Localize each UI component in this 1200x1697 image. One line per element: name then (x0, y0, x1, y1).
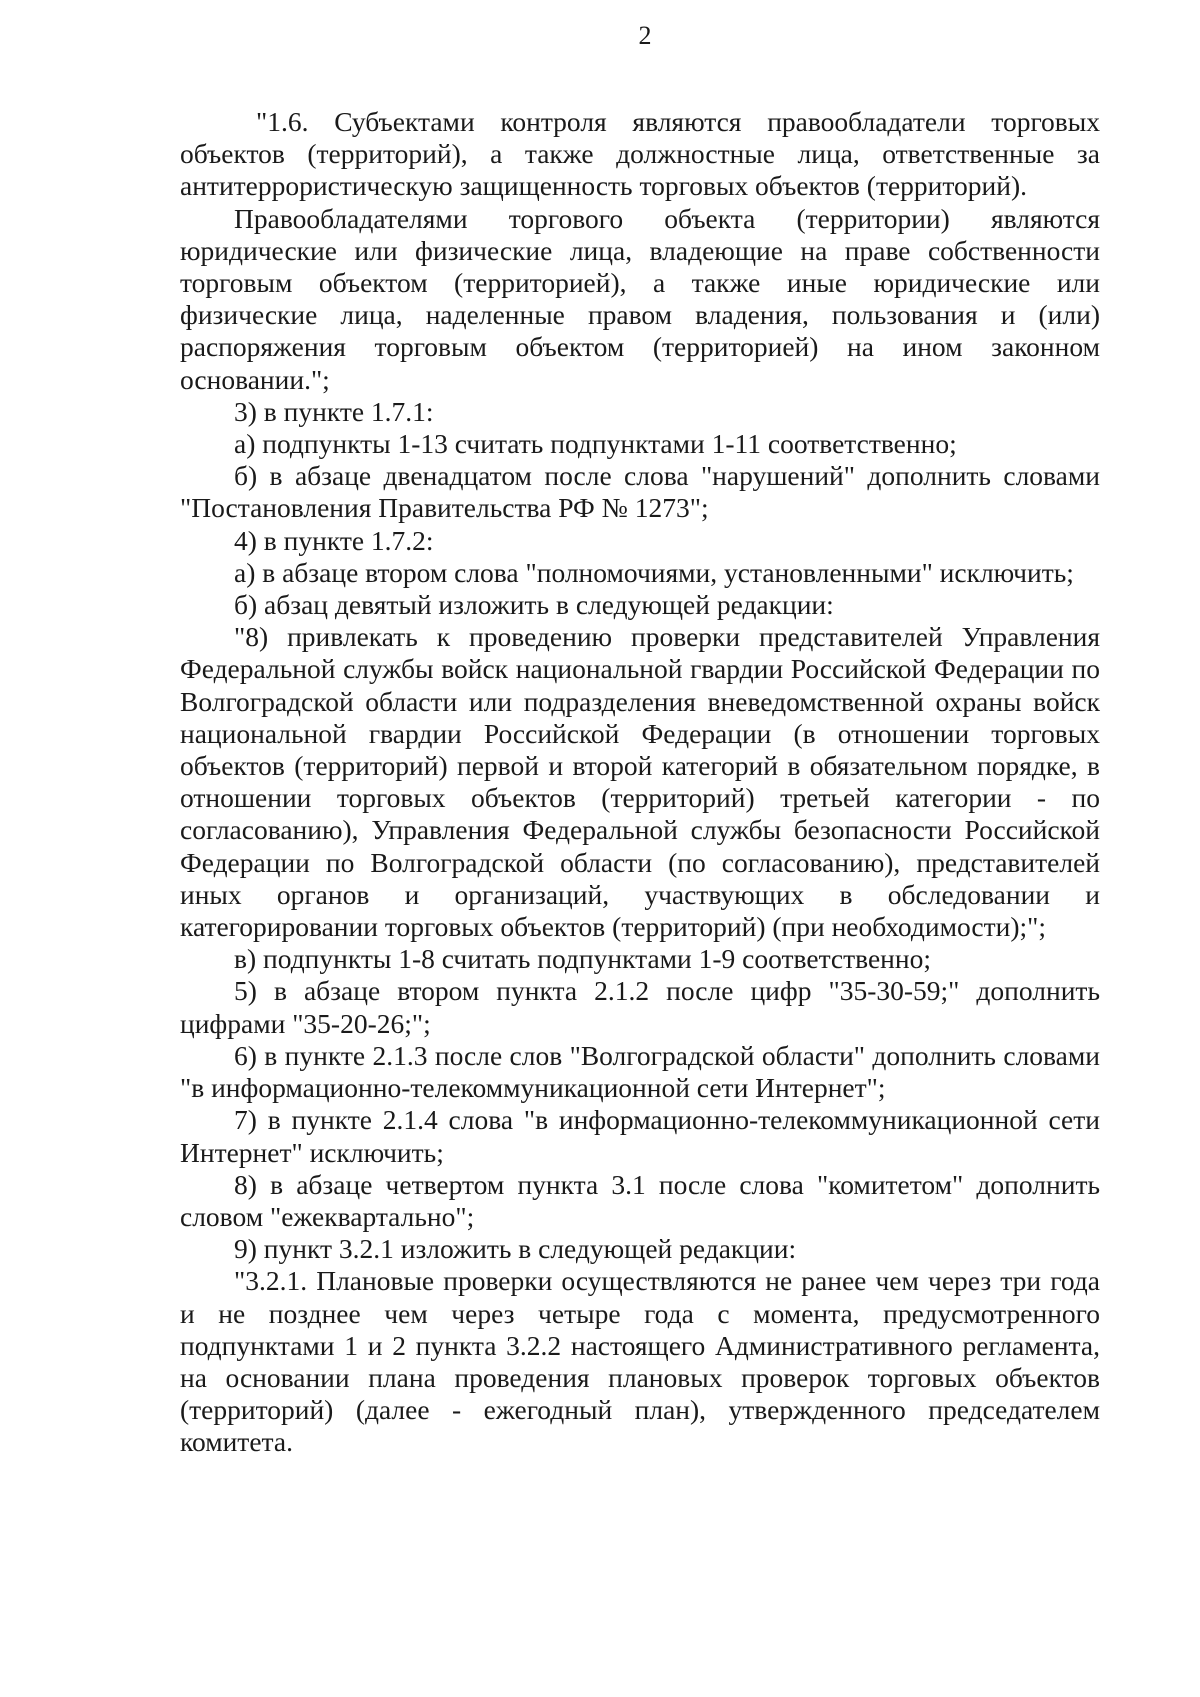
paragraph-1-6: "1.6. Субъектами контроля являются правообладатели торговых объектов (территорий), а также должностные лица, ответственные за антитеррористическую защищенность торговых объектов (территорий). (180, 106, 1100, 202)
paragraph-item-4c: в) подпункты 1-8 считать подпунктами 1-9 соответственно; (234, 943, 932, 975)
document-body (180, 106, 1100, 1459)
paragraph-item-8: 8) в абзаце четвертом пункта 3.1 после слова "комитетом" дополнить словом "ежеквартально"; (180, 1168, 1100, 1232)
paragraph-item-3a: а) подпункты 1-13 считать подпунктами 1-11 соответственно; (234, 428, 957, 460)
paragraph-item-9: 9) пункт 3.2.1 изложить в следующей редакции: (234, 1233, 797, 1265)
paragraph-item-3: 3) в пункте 1.7.1: (234, 395, 434, 427)
page-number: 2 (638, 21, 652, 50)
paragraph-item-4a: а) в абзаце втором слова "полномочиями, установленными" исключить; (234, 556, 1074, 588)
paragraph-subitem-8: "8) привлекать к проведению проверки представителей Управления Федеральной службы войск национальной гвардии Российской Федерации по Волгоградской области или подразделения вневедомственной охраны войск национальной гвардии Российской Федерации (в отношении торговых объектов (территорий) первой и второй категорий в обязательном порядке, в отношении торговых объектов (территорий) третьей категории - по согласованию), Управления Федеральной службы безопасности Российской Федерации по Волгоградской области (по согласованию), представителей иных органов и организаций, участвующих в обследовании и категорировании торговых объектов (территорий) (при необходимости);"; (180, 621, 1100, 943)
paragraph-item-4: 4) в пункте 1.7.2: (234, 524, 434, 556)
paragraph-item-6: 6) в пункте 2.1.3 после слов "Волгоградской области" дополнить словами "в информационно-телекоммуникационной сети Интернет"; (180, 1039, 1100, 1104)
paragraph-item-7: 7) в пункте 2.1.4 слова "в информационно-телекоммуникационной сети Интернет" исключить; (180, 1104, 1100, 1168)
paragraph-3-2-1: "3.2.1. Плановые проверки осуществляются не ранее чем через три года и не позднее чем через четыре года с момента, предусмотренного подпунктами 1 и 2 пункта 3.2.2 настоящего Административного регламента, на основании плана проведения плановых проверок торговых объектов (территорий) (далее - ежегодный план), утвержденного председателем комитета. (180, 1265, 1100, 1458)
paragraph-item-4b: б) абзац девятый изложить в следующей редакции: (234, 589, 834, 621)
paragraph-rightholders: Правообладателями торгового объекта (территории) являются юридические или физические лица, владеющие на праве собственности торговым объектом (территорией), а также иные юридические или физические лица, наделенные правом владения, пользования и (или) распоряжения торговым объектом (территорией) на ином законном основании."; (180, 202, 1100, 395)
paragraph-item-3b: б) в абзаце двенадцатом после слова "нарушений" дополнить словами "Постановления Правительства РФ № 1273"; (180, 460, 1100, 524)
paragraph-item-5: 5) в абзаце втором пункта 2.1.2 после цифр "35-30-59;" дополнить цифрами "35-20-26;"; (180, 975, 1100, 1039)
